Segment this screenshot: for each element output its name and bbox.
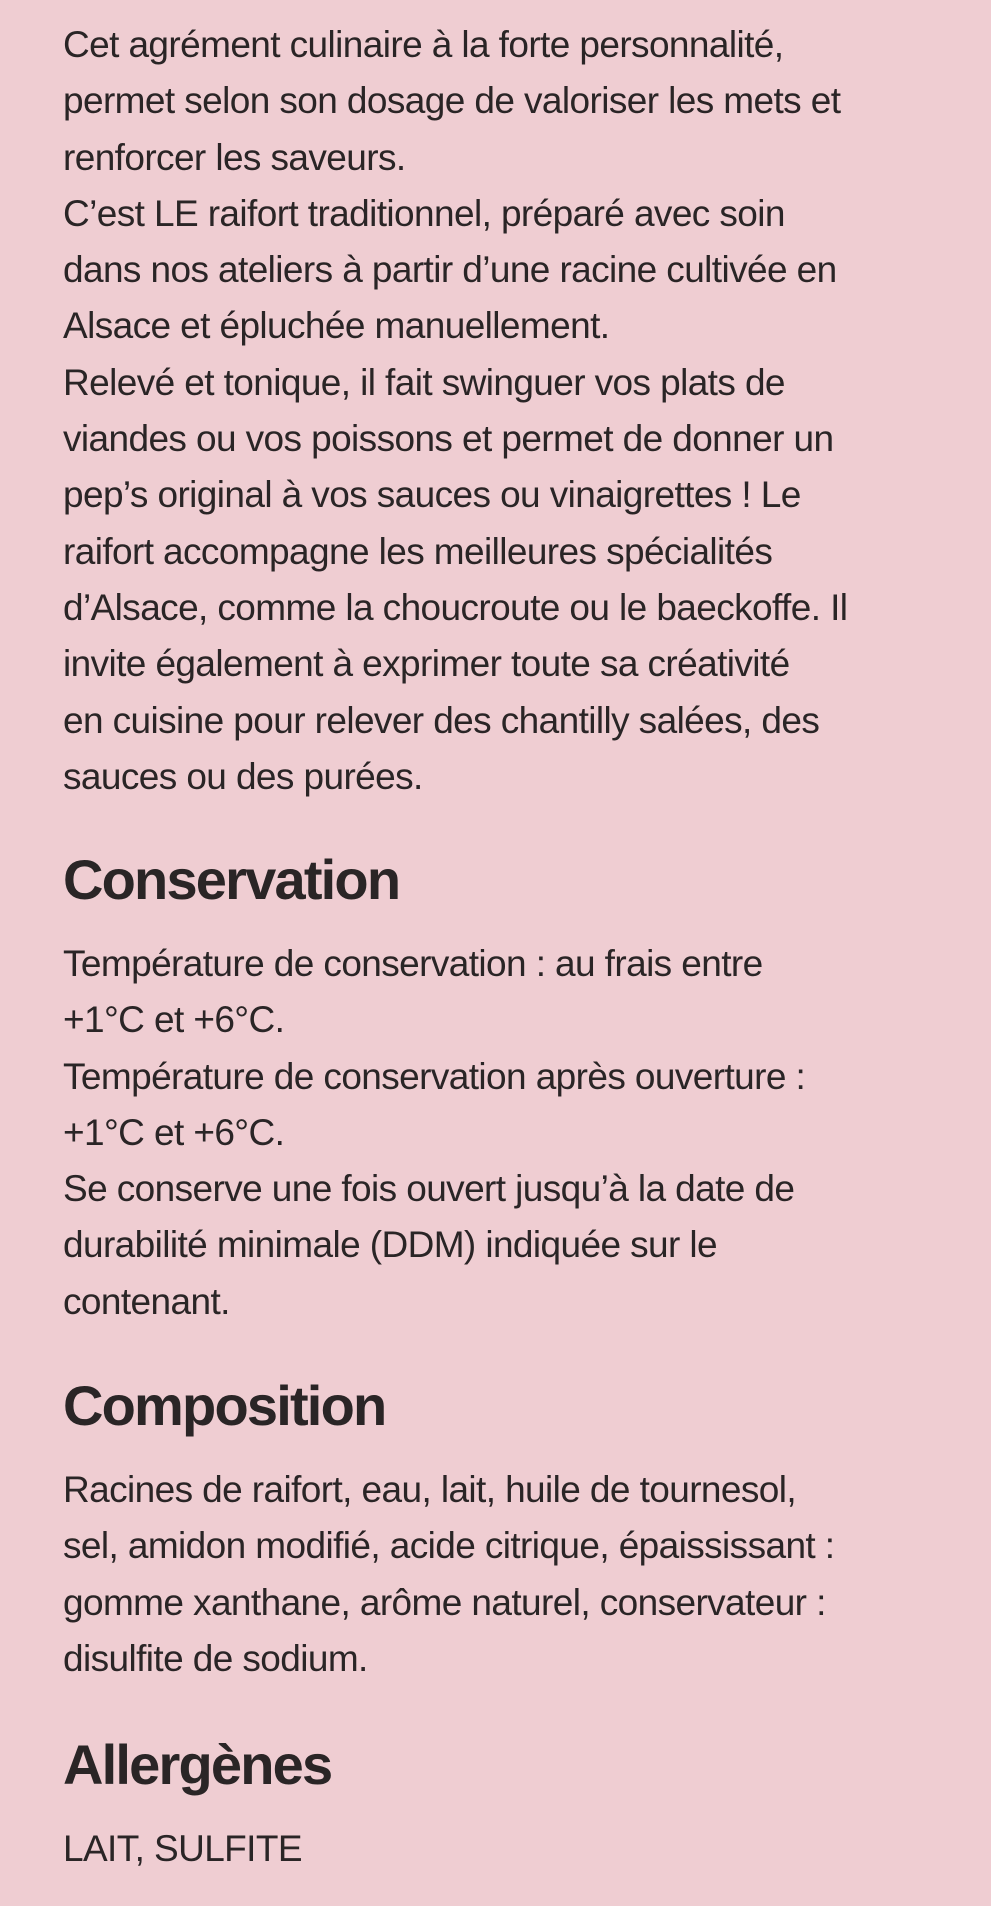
conservation-section: [63, 936, 805, 1330]
allergens-list: LAIT, SULFITE: [63, 1828, 302, 1869]
description-paragraph-2: C’est LE raifort traditionnel, préparé avec soin dans nos ateliers à partir d’une racine cultivée en Alsace et épluchée manuellement.: [63, 192, 837, 347]
composition-heading: Composition: [63, 1374, 386, 1437]
product-description: [63, 17, 847, 805]
allergens-section: [63, 1821, 302, 1877]
conservation-ddm-note: Se conserve une fois ouvert jusqu’à la date de durabilité minimale (DDM) indiquée sur le contenant.: [63, 1168, 795, 1322]
composition-ingredients: Racines de raifort, eau, lait, huile de tournesol, sel, amidon modifié, acide citrique, épaississant : gomme xanthane, arôme naturel, conservateur : disulfite de sodium.: [63, 1469, 835, 1679]
description-paragraph-3: Relevé et tonique, il fait swinguer vos plats de viandes ou vos poissons et permet de donner un pep’s original à vos sauces ou vinaigrettes ! Le raifort accompagne les meilleures spécialités d’Alsace, comme la choucroute ou le baeckoffe. Il invite également à exprimer toute sa créativité en cuisine pour relever des chantilly salées, des sauces ou des purées.: [63, 361, 848, 797]
description-paragraph-1: Cet agrément culinaire à la forte personnalité, permet selon son dosage de valoriser les mets et renforcer les saveurs.: [63, 24, 841, 178]
conservation-heading: Conservation: [63, 848, 400, 911]
conservation-after-opening: Température de conservation après ouverture : +1°C et +6°C.: [63, 1055, 806, 1153]
conservation-temperature: Température de conservation : au frais entre +1°C et +6°C.: [63, 943, 763, 1041]
allergens-heading: Allergènes: [63, 1733, 332, 1796]
composition-section: [63, 1462, 834, 1687]
